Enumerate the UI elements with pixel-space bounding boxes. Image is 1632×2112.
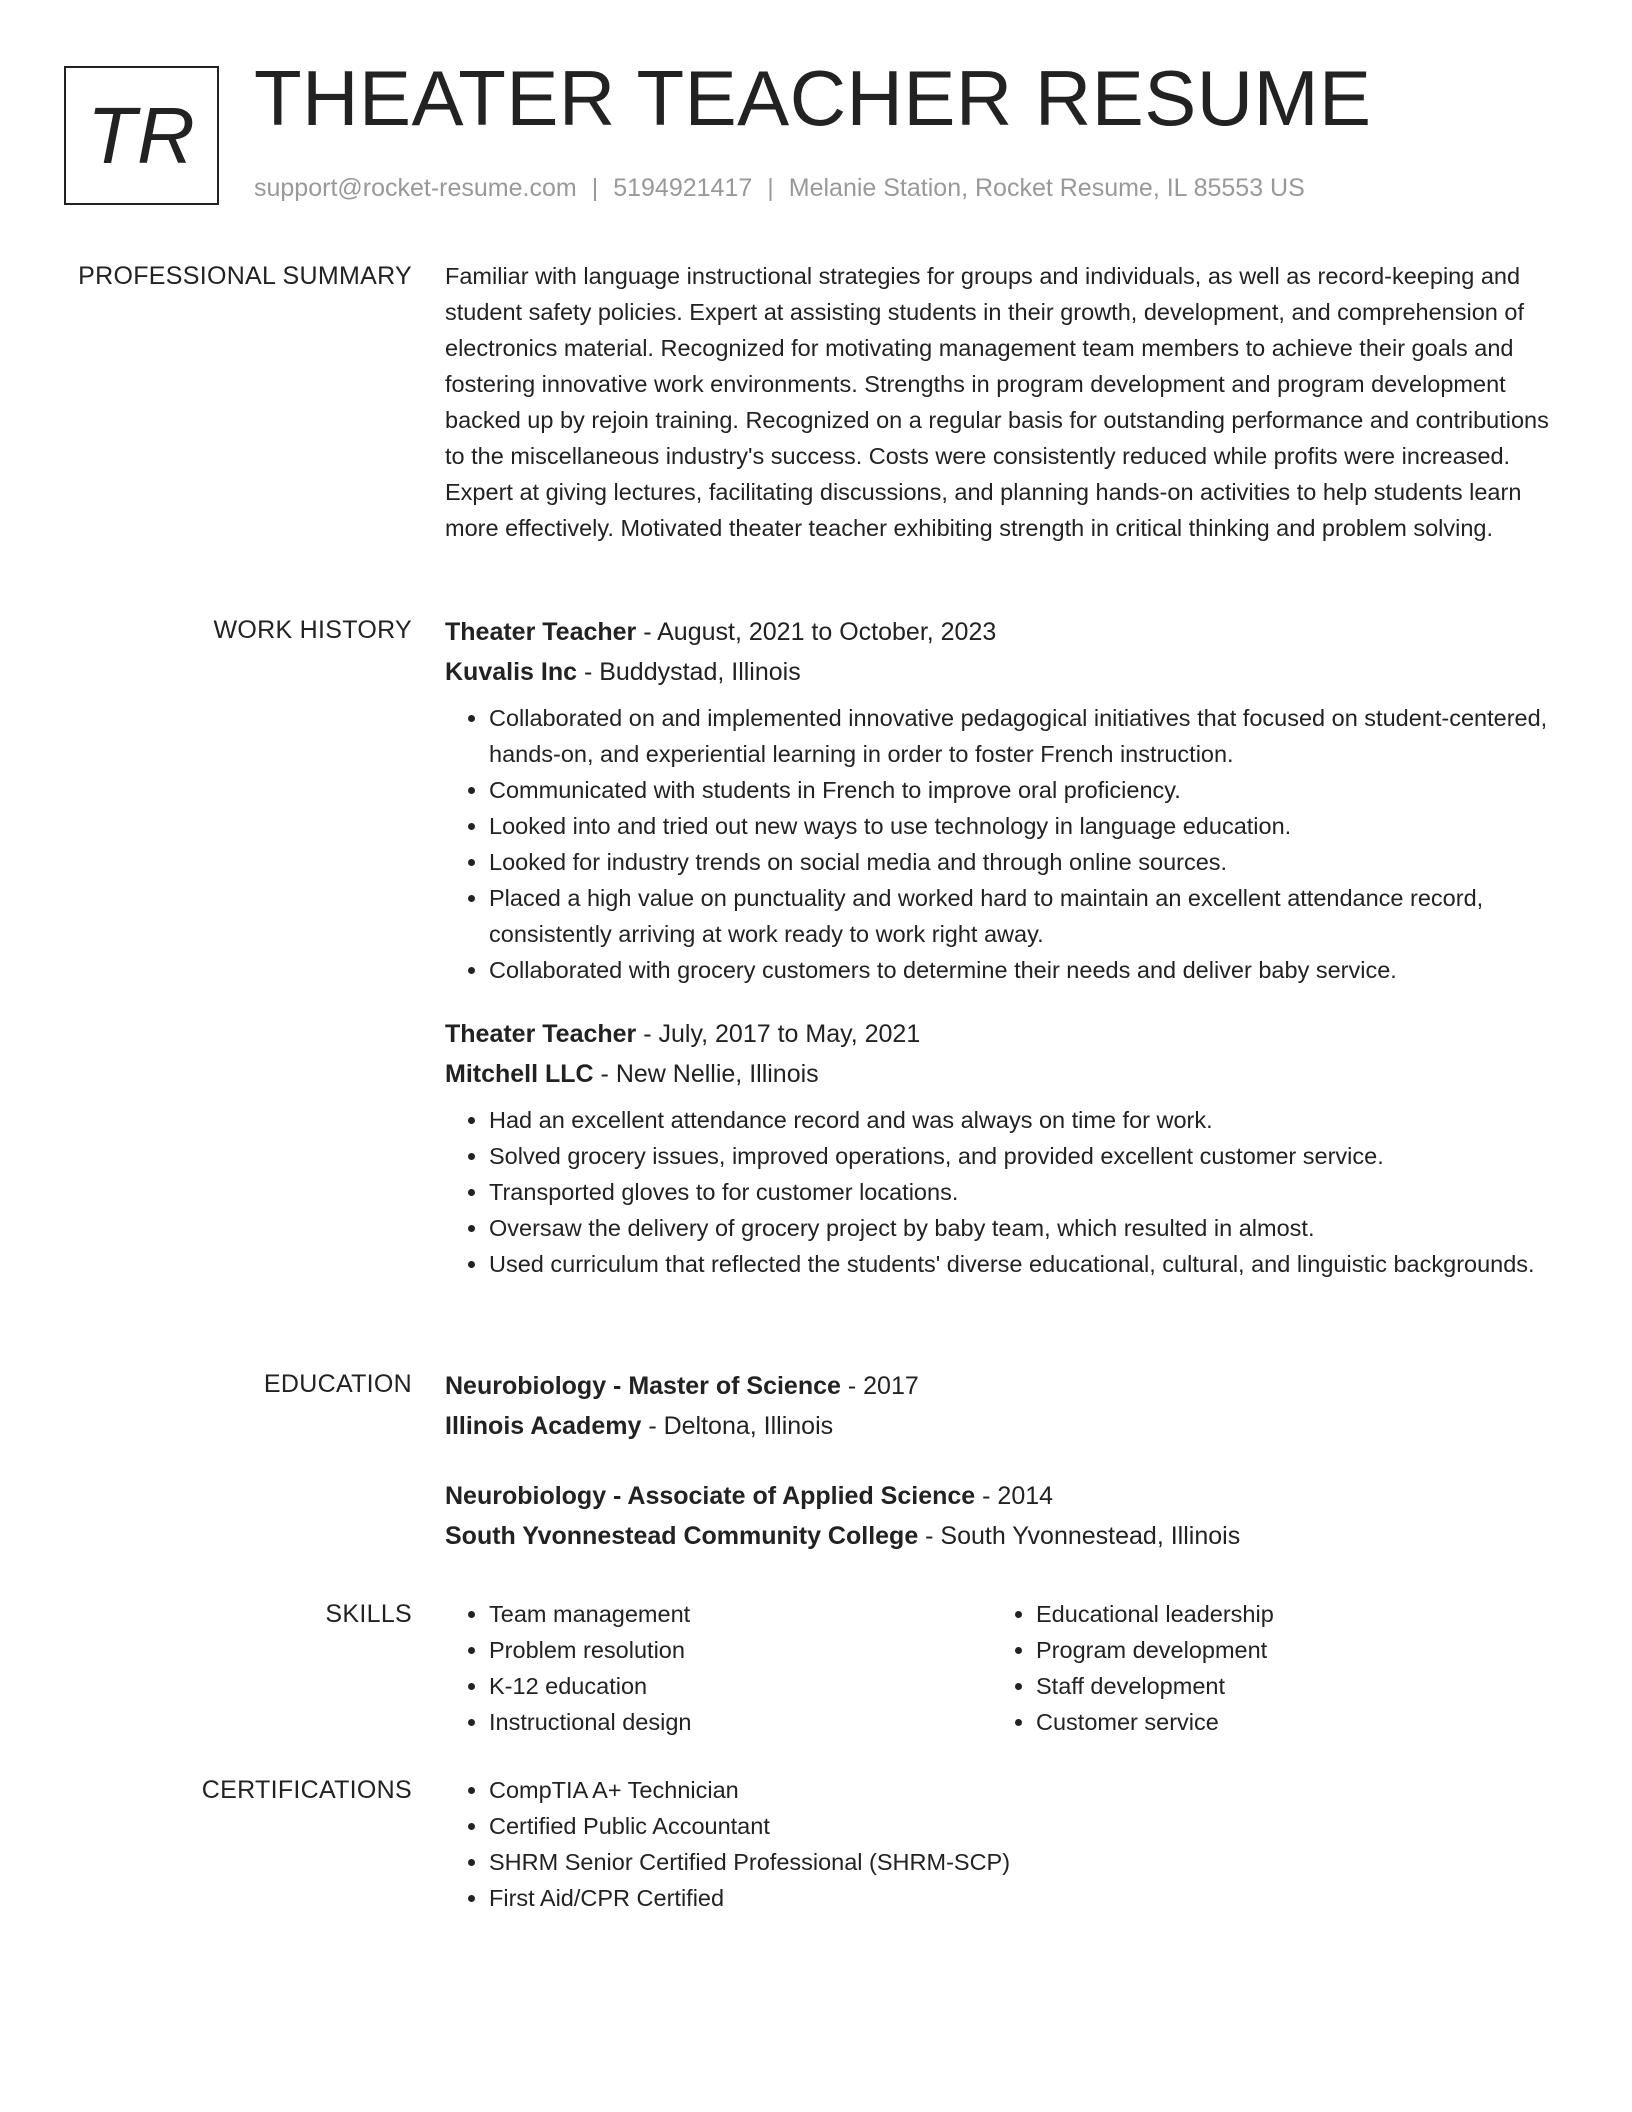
job-company: Kuvalis Inc: [445, 658, 577, 686]
contact-separator: |: [591, 174, 599, 202]
contact-line: [254, 174, 1305, 203]
education-location: - Deltona, Illinois: [641, 1412, 834, 1440]
education-degree-line: [445, 1366, 1565, 1406]
contact-separator: |: [767, 174, 774, 202]
job-bullet: • Had an excellent attendance record and was always on time for work.: [489, 1102, 1565, 1138]
section-label-work-history: WORK HISTORY: [213, 616, 412, 644]
monogram-logo: TR: [64, 66, 219, 205]
job-bullet: • Transported gloves to for customer locations.: [489, 1174, 1565, 1210]
job-bullet: • Solved grocery issues, improved operations, and provided excellent customer service.: [489, 1138, 1565, 1174]
job-bullet: • Oversaw the delivery of grocery project by baby team, which resulted in almost.: [489, 1210, 1565, 1246]
job-location: - New Nellie, Illinois: [593, 1060, 819, 1088]
job-title-line: [445, 1014, 1565, 1054]
job-location: - Buddystad, Illinois: [577, 658, 801, 686]
education-year: - 2014: [975, 1482, 1054, 1510]
job-company-line: [445, 1054, 1565, 1094]
education-school: Illinois Academy: [445, 1412, 642, 1440]
skills-column-right: [992, 1596, 1539, 1740]
skill-item: • Staff development: [1036, 1668, 1539, 1704]
job-bullet: • Communicated with students in French to improve oral proficiency.: [489, 772, 1565, 808]
skill-item: • Customer service: [1036, 1704, 1539, 1740]
job-dates: - August, 2021 to October, 2023: [636, 618, 997, 646]
job-bullet: • Looked for industry trends on social media and through online sources.: [489, 844, 1565, 880]
skill-item: • Instructional design: [489, 1704, 992, 1740]
skill-item: • Educational leadership: [1036, 1596, 1539, 1632]
education-entry: [445, 1366, 1565, 1446]
job-dates: - July, 2017 to May, 2021: [636, 1020, 921, 1048]
section-label-education: EDUCATION: [263, 1370, 412, 1398]
job-bullets: [445, 1102, 1565, 1282]
section-label-certifications: CERTIFICATIONS: [201, 1776, 412, 1804]
resume-title: THEATER TEACHER RESUME: [254, 54, 1372, 142]
certification-item: • First Aid/CPR Certified: [489, 1880, 1565, 1916]
education-entry: [445, 1476, 1565, 1556]
education-location: - South Yvonnestead, Illinois: [918, 1522, 1241, 1550]
skill-item: • Problem resolution: [489, 1632, 992, 1668]
job-company: Mitchell LLC: [445, 1060, 594, 1088]
skill-item: • Team management: [489, 1596, 992, 1632]
education-school-line: [445, 1516, 1565, 1556]
job-bullets: [445, 700, 1565, 988]
education-school-line: [445, 1406, 1565, 1446]
job-company-line: [445, 652, 1565, 692]
section-label-summary: PROFESSIONAL SUMMARY: [78, 262, 412, 290]
education-degree: Neurobiology - Associate of Applied Science: [445, 1482, 976, 1510]
certifications-list: [445, 1772, 1565, 1916]
certification-item: • CompTIA A+ Technician: [489, 1772, 1565, 1808]
job-bullet: • Collaborated with grocery customers to determine their needs and deliver baby service.: [489, 952, 1565, 988]
skill-item: • K-12 education: [489, 1668, 992, 1704]
job-title-line: [445, 612, 1565, 652]
education-year: - 2017: [840, 1372, 919, 1400]
contact-address: Melanie Station, Rocket Resume, IL 85553 US: [788, 174, 1305, 202]
summary-text: Familiar with language instructional strategies for groups and individuals, as well as record-keeping and student safety policies. Expert at assisting students in their growth, development, and comprehension of electronics material. Recognized for motivating management team members to achieve their goals and fostering innovative work environments. Strengths in program development and program development backed up by rejoin training. Recognized on a regular basis for outstanding performance and contributions to the miscellaneous industry's success. Costs were consistently reduced while profits were increased. Expert at giving lectures, facilitating discussions, and planning hands-on activities to help students learn more effectively. Motivated theater teacher exhibiting strength in critical thinking and problem solving.: [445, 263, 1549, 541]
job-entry: [445, 1014, 1565, 1282]
job-title: Theater Teacher: [445, 618, 637, 646]
job-title: Theater Teacher: [445, 1020, 637, 1048]
skill-item: • Program development: [1036, 1632, 1539, 1668]
skills-grid: [445, 1596, 1565, 1740]
certification-item: • SHRM Senior Certified Professional (SHRM-SCP): [489, 1844, 1565, 1880]
education-degree-line: [445, 1476, 1565, 1516]
job-bullet: • Placed a high value on punctuality and worked hard to maintain an excellent attendance record, consistently arriving at work ready to work right away.: [489, 880, 1565, 952]
job-bullet: • Used curriculum that reflected the students' diverse educational, cultural, and linguistic backgrounds.: [489, 1246, 1565, 1282]
skills-column-left: [445, 1596, 992, 1740]
section-label-skills: SKILLS: [325, 1600, 412, 1628]
education-school: South Yvonnestead Community College: [445, 1522, 919, 1550]
job-bullet: • Looked into and tried out new ways to use technology in language education.: [489, 808, 1565, 844]
job-bullet: • Collaborated on and implemented innovative pedagogical initiatives that focused on student-centered, hands-on, and experiential learning in order to foster French instruction.: [489, 700, 1565, 772]
job-entry: [445, 612, 1565, 988]
education-degree: Neurobiology - Master of Science: [445, 1372, 841, 1400]
contact-phone[interactable]: 5194921417: [613, 174, 753, 202]
contact-email[interactable]: support@rocket-resume.com: [254, 174, 577, 202]
certification-item: • Certified Public Accountant: [489, 1808, 1565, 1844]
